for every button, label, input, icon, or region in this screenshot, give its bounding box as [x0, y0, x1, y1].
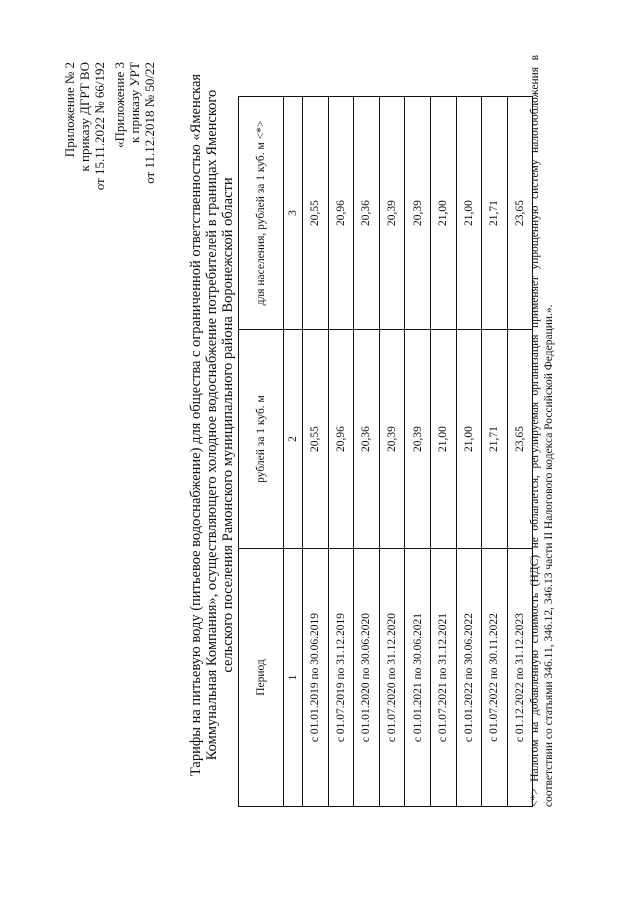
title-line: сельского поселения Рамонского муниципального района Воронежской области [220, 177, 236, 673]
period-cell: с 01.07.2022 по 30.11.2022 [482, 549, 508, 807]
period-cell: с 01.07.2020 по 31.12.2020 [379, 549, 405, 807]
rate-population-cell: 21,00 [456, 97, 482, 330]
title-line: Коммунальная Компания», осуществляющего холодное водоснабжение потребителей в границах Яменского [204, 89, 220, 761]
rate-population-cell: 20,39 [405, 97, 431, 330]
table-row [303, 97, 329, 807]
header-rate-population: для населения, рублей за 1 куб. м <*> [239, 97, 284, 330]
appendix-reference-prior [112, 62, 157, 184]
index-cell: 1 [284, 549, 303, 807]
rate-cell: 20,39 [379, 330, 405, 549]
table-row [379, 97, 405, 807]
rate-cell: 20,36 [354, 330, 380, 549]
title-line: Тарифы на питьевую воду (питьевое водоснабжение) для общества с ограниченной ответственностью «Яменская [188, 73, 204, 777]
rate-cell: 21,71 [482, 330, 508, 549]
table-index-row [284, 97, 303, 807]
rate-cell: 21,00 [430, 330, 456, 549]
header-period: Период [239, 549, 284, 807]
rate-population-cell: 21,00 [430, 97, 456, 330]
rate-population-cell: 20,39 [379, 97, 405, 330]
table-row [430, 97, 456, 807]
rate-population-cell: 20,36 [354, 97, 380, 330]
table-row [456, 97, 482, 807]
period-cell: с 01.01.2019 по 30.06.2019 [303, 549, 329, 807]
rate-population-cell: 20,55 [303, 97, 329, 330]
appendix-line: от 15.11.2022 № 66/192 [92, 62, 107, 191]
table-header-row [239, 97, 284, 807]
period-cell: с 01.01.2021 по 30.06.2021 [405, 549, 431, 807]
table-row [405, 97, 431, 807]
document-title [188, 35, 236, 815]
period-cell: с 01.01.2020 по 30.06.2020 [354, 549, 380, 807]
rate-cell: 20,39 [405, 330, 431, 549]
appendix-line: «Приложение 3 [112, 62, 127, 149]
tariff-table [238, 96, 533, 807]
index-cell: 2 [284, 330, 303, 549]
rate-cell: 20,55 [303, 330, 329, 549]
rate-cell: 21,00 [456, 330, 482, 549]
table-row [328, 97, 354, 807]
appendix-line: к приказу ДГРТ ВО [77, 62, 92, 172]
rate-population-cell: 23,65 [507, 97, 533, 330]
index-cell: 3 [284, 97, 303, 330]
rate-cell: 23,65 [507, 330, 533, 549]
period-cell: с 01.07.2019 по 31.12.2019 [328, 549, 354, 807]
period-cell: с 01.01.2022 по 30.06.2022 [456, 549, 482, 807]
appendix-reference-current [62, 62, 107, 190]
table-row [354, 97, 380, 807]
appendix-line: от 11.12.2018 № 50/22 [142, 62, 157, 184]
table-row [482, 97, 508, 807]
footnote: <*> Налогом на добавленную стоимость (НДС) не облагается, регулируемая организация применяет упрощенную систему налогообложения в соответствии со статьями 346.11, 346.12, 346.13 части II Налогового кодекса Российской Федерации.». [529, 55, 555, 807]
rate-cell: 20,96 [328, 330, 354, 549]
period-cell: с 01.07.2021 по 31.12.2021 [430, 549, 456, 807]
rate-population-cell: 21,71 [482, 97, 508, 330]
appendix-line: Приложение № 2 [62, 62, 77, 158]
period-cell: с 01.12.2022 по 31.12.2023 [507, 549, 533, 807]
appendix-line: к приказу УРТ [127, 62, 142, 144]
header-rate: рублей за 1 куб. м [239, 330, 284, 549]
rate-population-cell: 20,96 [328, 97, 354, 330]
